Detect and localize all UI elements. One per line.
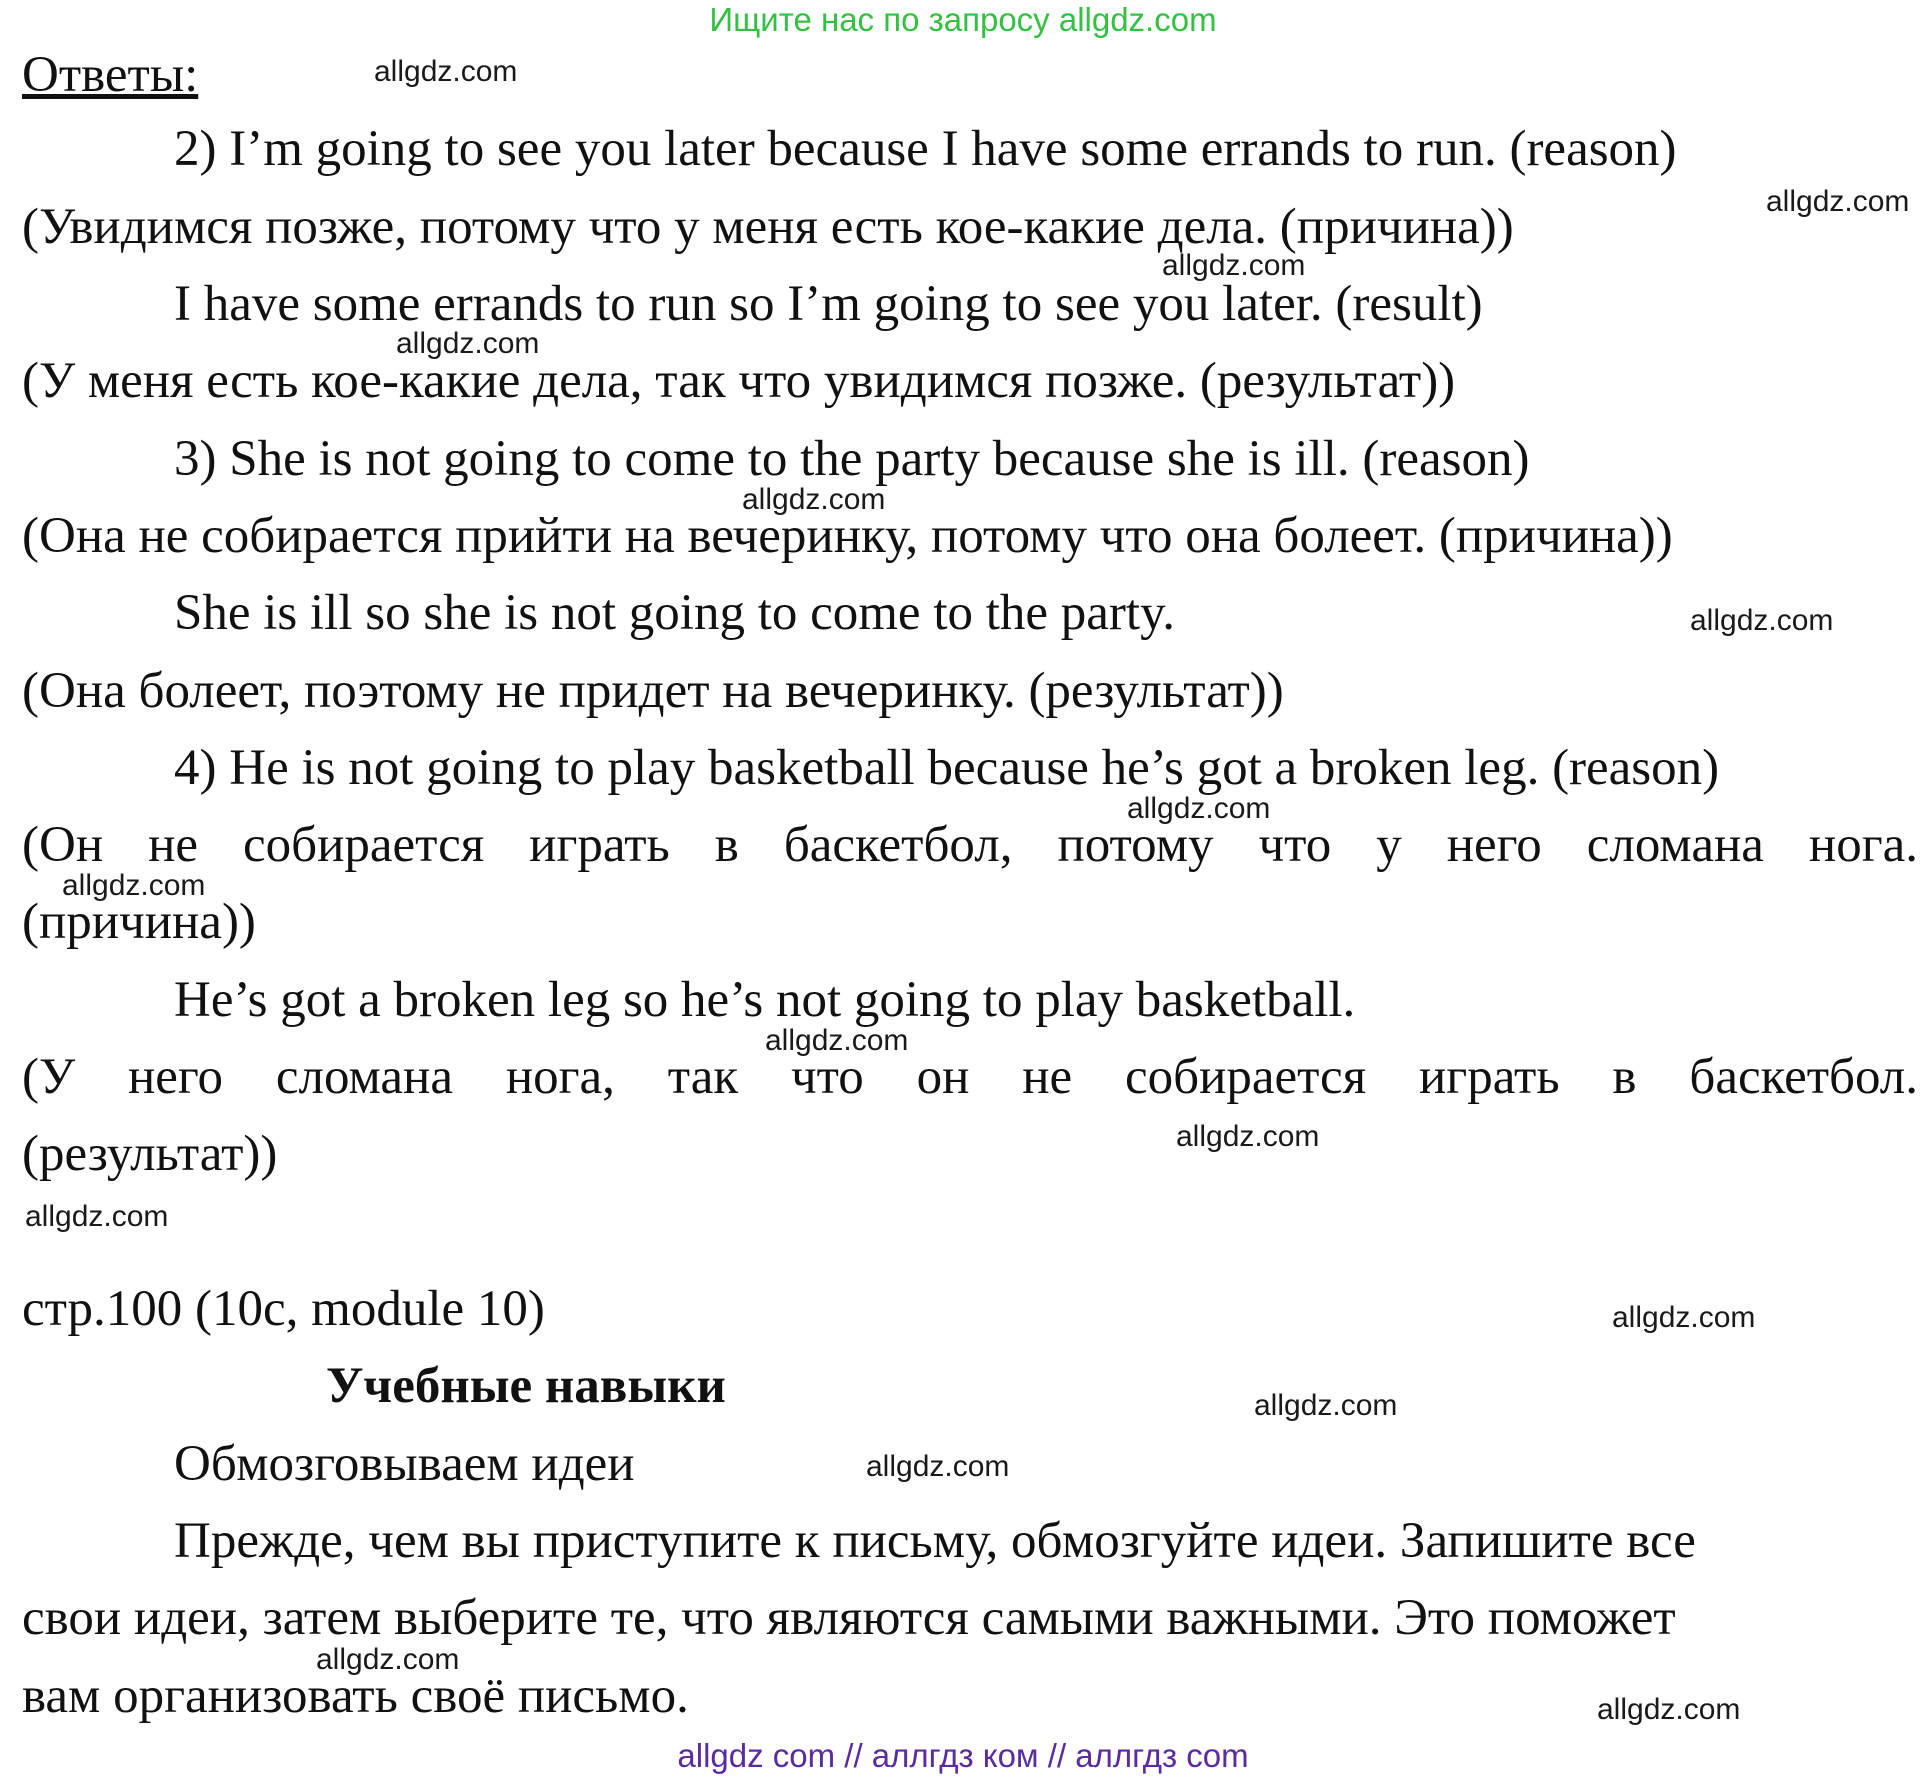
subsection-title: Обмозговываем идеи — [174, 1436, 635, 1492]
text-line: (причина)) — [22, 894, 256, 950]
text-line: I have some errands to run so I’m going to see you later. (result) — [174, 276, 1483, 332]
watermark: allgdz.com — [1254, 1389, 1398, 1422]
text-line: 2) I’m going to see you later because I have some errands to run. (reason) — [174, 121, 1677, 177]
text-line: He’s got a broken leg so he’s not going to play basketball. — [174, 972, 1356, 1028]
text-line: (У него сломана нога, так что он не собирается играть в баскетбол. — [22, 1049, 1918, 1105]
text-line: 4) He is not going to play basketball because he’s got a broken leg. (reason) — [174, 740, 1720, 796]
watermark: allgdz.com — [1127, 792, 1271, 825]
watermark: allgdz.com — [374, 55, 518, 88]
watermark: allgdz.com — [1176, 1120, 1320, 1153]
text-line: She is ill so she is not going to come to the party. — [174, 585, 1176, 641]
top-banner[interactable]: Ищите нас по запросу allgdz.com — [709, 1, 1217, 38]
bottom-banner[interactable]: allgdz com // аллгдз ком // аллгдз com — [677, 1737, 1249, 1774]
watermark: allgdz.com — [742, 483, 886, 516]
text-line: 3) She is not going to come to the party because she is ill. (reason) — [174, 431, 1530, 487]
text-line: (У меня есть кое-какие дела, так что увидимся позже. (результат)) — [22, 353, 1456, 409]
text-line: (результат)) — [22, 1126, 278, 1182]
watermark: allgdz.com — [1597, 1693, 1741, 1726]
watermark: allgdz.com — [1690, 604, 1834, 637]
watermark: allgdz.com — [396, 327, 540, 360]
watermark: allgdz.com — [765, 1024, 909, 1057]
watermark: allgdz.com — [1162, 249, 1306, 282]
watermark: allgdz.com — [25, 1200, 169, 1233]
watermark: allgdz.com — [1612, 1301, 1756, 1334]
watermark: allgdz.com — [316, 1643, 460, 1676]
text-line: Прежде, чем вы приступите к письму, обмозгуйте идеи. Запишите все — [174, 1513, 1696, 1569]
section-title: Учебные навыки — [326, 1358, 726, 1414]
answers-heading: Ответы: — [22, 47, 199, 103]
text-line: свои идеи, затем выберите те, что являются самыми важными. Это поможет — [22, 1590, 1676, 1646]
text-line: (Она не собирается прийти на вечеринку, потому что она болеет. (причина)) — [22, 508, 1673, 564]
text-line: вам организовать своё письмо. — [22, 1668, 689, 1724]
watermark: allgdz.com — [866, 1450, 1010, 1483]
watermark: allgdz.com — [62, 869, 206, 902]
text-line: (Увидимся позже, потому что у меня есть кое-какие дела. (причина)) — [22, 199, 1514, 255]
page-reference: стр.100 (10c, module 10) — [22, 1281, 545, 1337]
text-line: (Он не собирается играть в баскетбол, потому что у него сломана нога. — [22, 817, 1918, 873]
watermark: allgdz.com — [1766, 185, 1910, 218]
text-line: (Она болеет, поэтому не придет на вечеринку. (результат)) — [22, 663, 1284, 719]
